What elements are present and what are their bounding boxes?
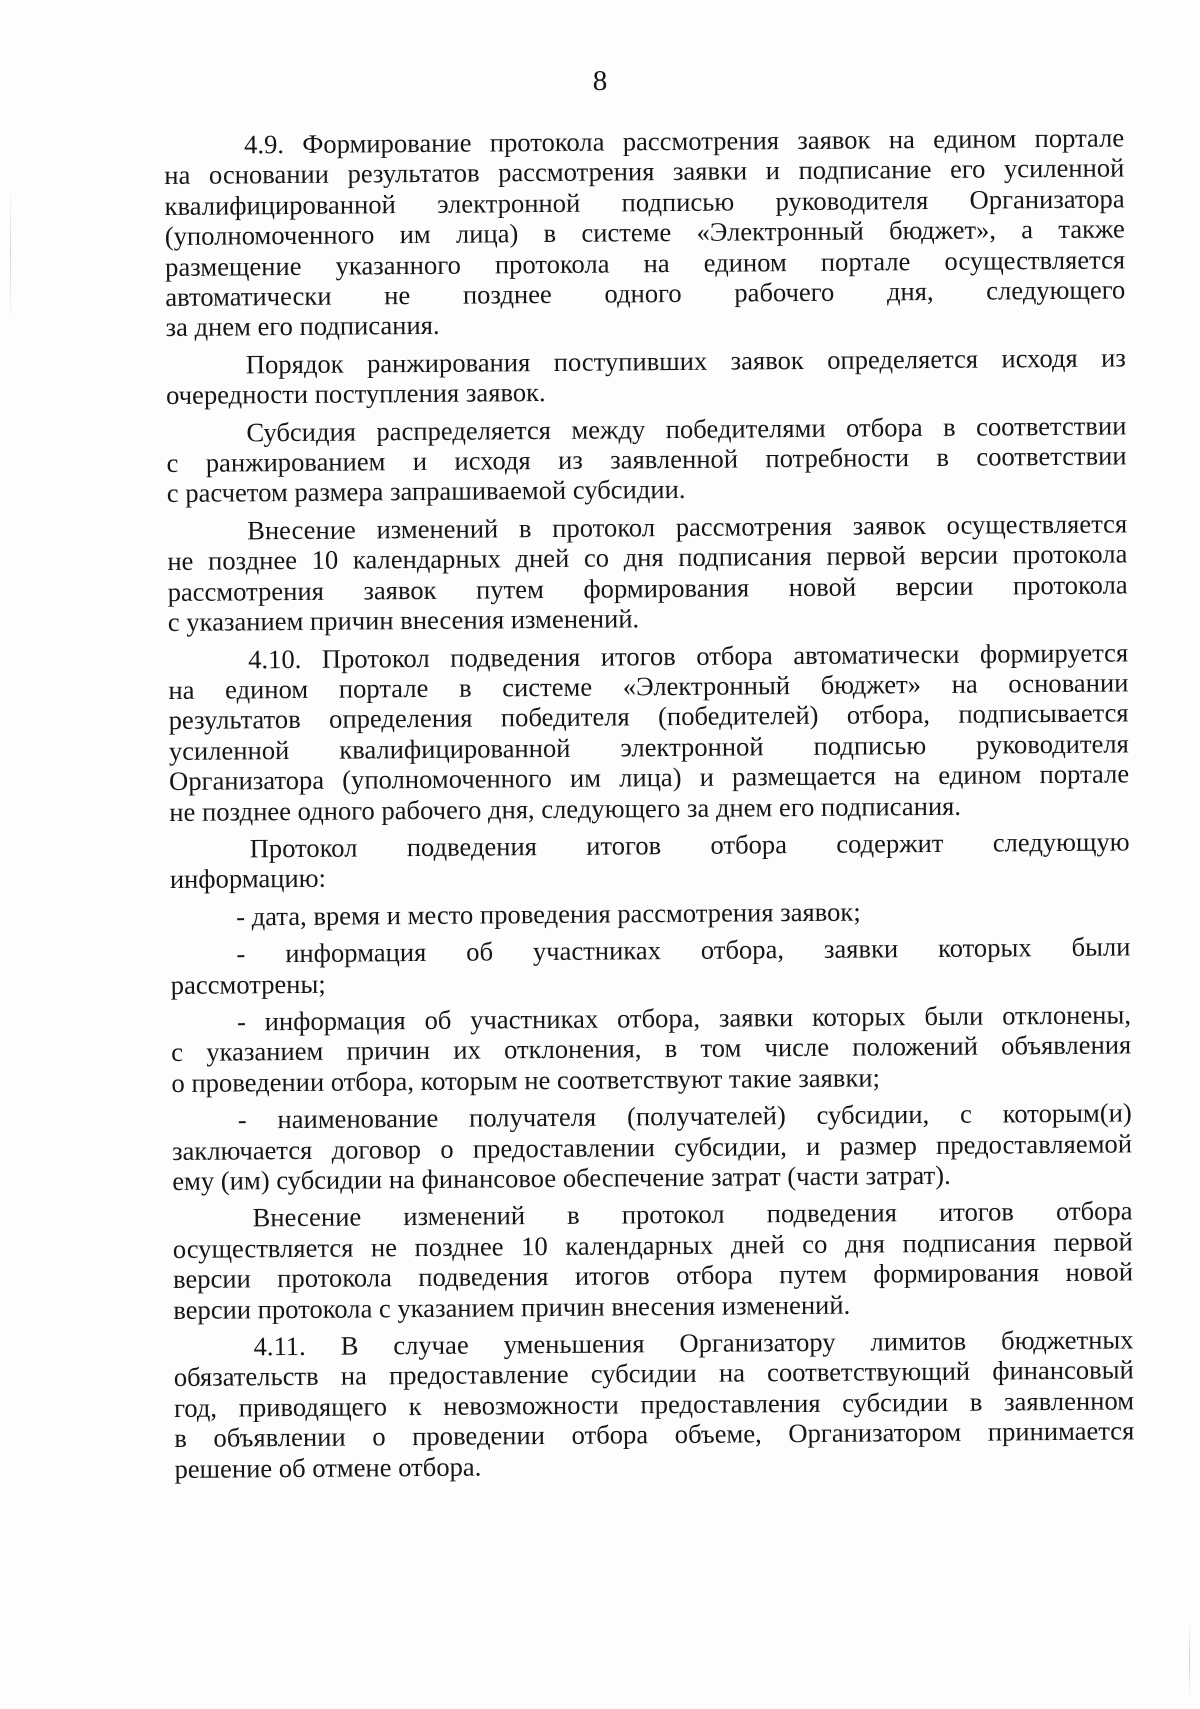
text-line: 4.11. В случае уменьшения Организатору лимитов бюджетных: [253, 1324, 1134, 1362]
text-line: - дата, время и место проведения рассмотрения заявок;: [236, 896, 861, 932]
text-line: с указанием причин внесения изменений.: [167, 603, 640, 638]
text-line: результатов определения победителя (победителей) отбора, подписывается: [168, 697, 1129, 736]
text-line: с ранжированием и исходя из заявленной потребности в соответствии: [166, 440, 1127, 479]
text-line: - информация об участниках отбора, заявки которых были отклонены,: [236, 999, 1132, 1037]
paragraph: [166, 342, 1126, 410]
paragraph: [170, 826, 1130, 894]
text-line: за днем его подписания.: [165, 310, 440, 343]
text-line: Субсидия распределяется между победителями отбора в соответствии: [246, 410, 1127, 448]
text-line: с расчетом размера запрашиваемой субсидии.: [166, 474, 686, 509]
text-line: рассмотрения заявок путем формирования новой версии протокола: [167, 569, 1128, 607]
scan-edge-mark: [10, 180, 11, 330]
text-line: о проведении отбора, которым не соответствуют такие заявки;: [171, 1062, 881, 1098]
text-line: Внесение изменений в протокол рассмотрения заявок осуществляется: [247, 508, 1128, 546]
text-line: осуществляется не позднее 10 календарных дней со дня подписания первой: [172, 1226, 1133, 1264]
text-line: не позднее одного рабочего дня, следующего за днем его подписания.: [169, 790, 962, 827]
text-line: 4.9. Формирование протокола рассмотрения заявок на едином портале: [243, 122, 1125, 160]
text-line: версии протокола подведения итогов отбора путем формирования новой: [172, 1256, 1134, 1295]
text-line: не позднее 10 календарных дней со дня подписания первой версии протокола: [167, 538, 1128, 577]
text-line: с указанием причин их отклонения, в том числе положений объявления: [171, 1029, 1132, 1068]
paragraph: [171, 999, 1132, 1098]
text-line: Организатора (уполномоченного им лица) и размещается на едином портале: [168, 758, 1130, 797]
paragraph: [173, 1324, 1134, 1484]
document-body: [164, 122, 1135, 1484]
text-line: автоматически не позднее одного рабочего дня, следующего: [165, 274, 1126, 313]
text-line: размещение указанного протокола на едином портале осуществляется: [164, 244, 1126, 282]
text-line: квалифицированной электронной подписью руководителя Организатора: [164, 183, 1125, 221]
text-line: версии протокола с указанием причин внесения изменений.: [173, 1289, 851, 1325]
paragraph: [172, 1098, 1133, 1197]
text-line: Порядок ранжирования поступивших заявок определяется исходя из: [245, 342, 1126, 380]
text-line: - наименование получателя (получателей) субсидии, с которым(и): [237, 1097, 1132, 1135]
paragraph: [167, 508, 1128, 637]
scan-edge-mark: [1189, 1620, 1190, 1700]
text-line: в объявлении о проведении отбора объеме, Организатором принимается: [174, 1415, 1135, 1454]
page-number: 8: [592, 65, 608, 97]
paragraph: [166, 410, 1127, 509]
text-line: (уполномоченного им лица) в системе «Электронный бюджет», а также: [164, 213, 1125, 252]
text-line: Внесение изменений в протокол подведения итогов отбора: [252, 1195, 1133, 1233]
text-line: заключается договор о предоставлении субсидии, и размер предоставляемой: [171, 1128, 1133, 1166]
text-line: - информация об участниках отбора, заявки которых были: [236, 931, 1131, 969]
text-line: Протокол подведения итогов отбора содержит следующую: [249, 826, 1130, 864]
text-line: на основании результатов рассмотрения заявки и подписание его усиленной: [164, 152, 1125, 191]
text-line: усиленной квалифицированной электронной подписью руководителя: [168, 728, 1129, 766]
text-line: год, приводящего к невозможности предоставления субсидии в заявленном: [173, 1385, 1135, 1423]
text-line: информацию:: [169, 863, 327, 895]
paragraph: [164, 122, 1126, 342]
text-line: на едином портале в системе «Электронный бюджет» на основании: [168, 667, 1129, 705]
paragraph: [170, 932, 1130, 1000]
paragraph: [168, 637, 1129, 827]
text-line: очередности поступления заявок.: [165, 377, 546, 411]
text-line: обязательств на предоставление субсидии на соответствующий финансовый: [173, 1354, 1134, 1393]
text-line: решение об отмене отбора.: [174, 1451, 482, 1484]
paragraph: [172, 1196, 1133, 1325]
text-line: рассмотрены;: [170, 968, 326, 1000]
text-line: ему (им) субсидии на финансовое обеспечение затрат (части затрат).: [172, 1159, 951, 1196]
text-line: 4.10. Протокол подведения итогов отбора автоматически формируется: [248, 636, 1129, 674]
